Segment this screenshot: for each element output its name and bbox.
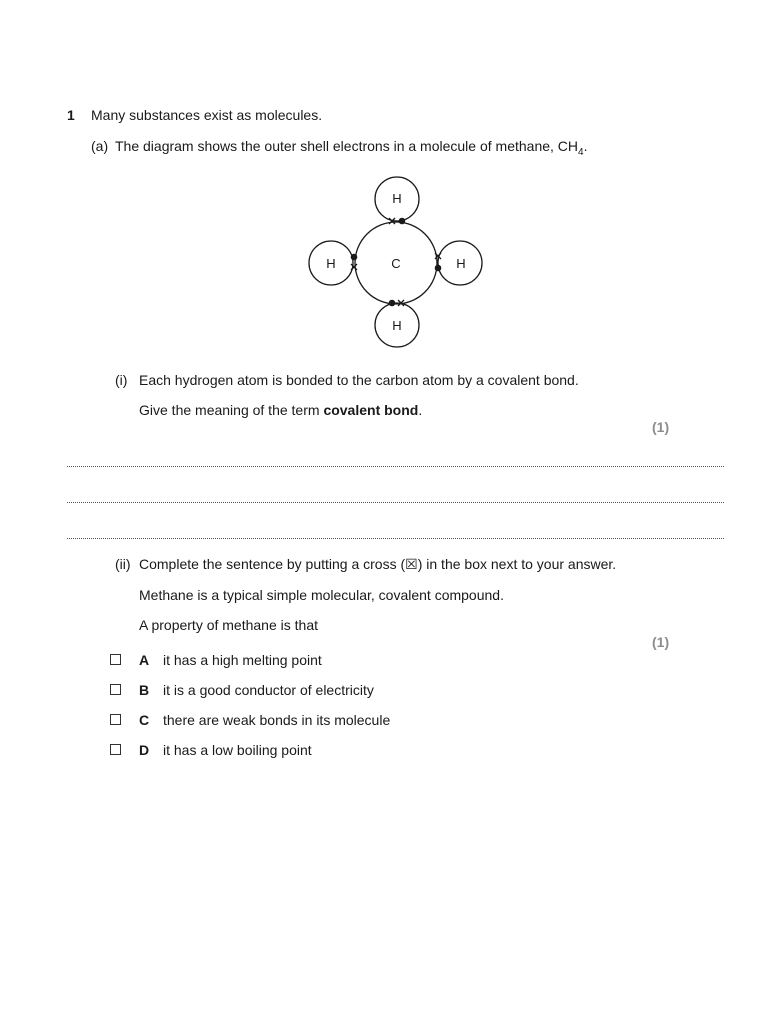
question-number: 1 bbox=[67, 107, 75, 123]
part-ii-line2: Methane is a typical simple molecular, covalent compound. bbox=[139, 587, 504, 603]
part-a-label: (a) bbox=[91, 138, 109, 154]
answer-line-2[interactable] bbox=[67, 502, 724, 503]
electron-dot-top bbox=[399, 218, 406, 225]
option-d-text: it has a low boiling point bbox=[163, 742, 312, 758]
part-i-line1: Each hydrogen atom is bonded to the carbon atom by a covalent bond. bbox=[139, 372, 579, 388]
question-stem: Many substances exist as molecules. bbox=[91, 107, 323, 123]
atom-label-carbon: C bbox=[391, 256, 401, 271]
part-i-key-term: covalent bond bbox=[323, 402, 419, 418]
part-ii-label: (ii) bbox=[115, 556, 131, 572]
part-a-text-end: . bbox=[583, 138, 588, 154]
part-ii-line3: A property of methane is that bbox=[139, 617, 318, 633]
methane-diagram bbox=[300, 170, 500, 355]
electron-dot-right bbox=[435, 265, 442, 272]
option-a-text: it has a high melting point bbox=[163, 652, 322, 668]
part-ii-instruction bbox=[139, 555, 616, 573]
part-a-text bbox=[115, 137, 587, 162]
option-b-checkbox[interactable] bbox=[110, 684, 121, 695]
atom-label-h-right: H bbox=[456, 256, 466, 271]
atom-label-h-left: H bbox=[326, 256, 336, 271]
part-i-label: (i) bbox=[115, 372, 128, 388]
option-c-checkbox[interactable] bbox=[110, 714, 121, 725]
atom-label-h-bottom: H bbox=[392, 318, 402, 333]
option-d-letter: D bbox=[139, 742, 150, 758]
part-ii-instruction-prefix: Complete the sentence by putting a cross ( bbox=[139, 556, 406, 572]
part-i-line2-prefix: Give the meaning of the term bbox=[139, 402, 324, 418]
option-b-letter: B bbox=[139, 682, 150, 698]
answer-line-3[interactable] bbox=[67, 538, 724, 539]
part-ii-instruction-suffix: ) in the box next to your answer. bbox=[417, 556, 617, 572]
option-b-text: it is a good conductor of electricity bbox=[163, 682, 374, 698]
atom-label-h-top: H bbox=[392, 191, 402, 206]
electron-dot-left bbox=[351, 254, 358, 261]
option-a-checkbox[interactable] bbox=[110, 654, 121, 665]
part-a-subscript: 4 bbox=[578, 146, 584, 158]
part-i-line2-suffix: . bbox=[418, 402, 423, 418]
electron-cross-left bbox=[351, 264, 357, 270]
option-a-letter: A bbox=[139, 652, 150, 668]
part-i-line2 bbox=[139, 401, 422, 419]
part-i-marks: (1) bbox=[652, 419, 670, 435]
option-c-letter: C bbox=[139, 712, 150, 728]
option-c-text: there are weak bonds in its molecule bbox=[163, 712, 391, 728]
electron-dot-bottom bbox=[389, 300, 396, 307]
answer-line-1[interactable] bbox=[67, 466, 724, 467]
part-ii-marks: (1) bbox=[652, 634, 670, 650]
part-a-main-text: The diagram shows the outer shell electrons in a molecule of methane, CH bbox=[115, 138, 579, 154]
cross-box-icon: ☒ bbox=[405, 556, 418, 572]
option-d-checkbox[interactable] bbox=[110, 744, 121, 755]
